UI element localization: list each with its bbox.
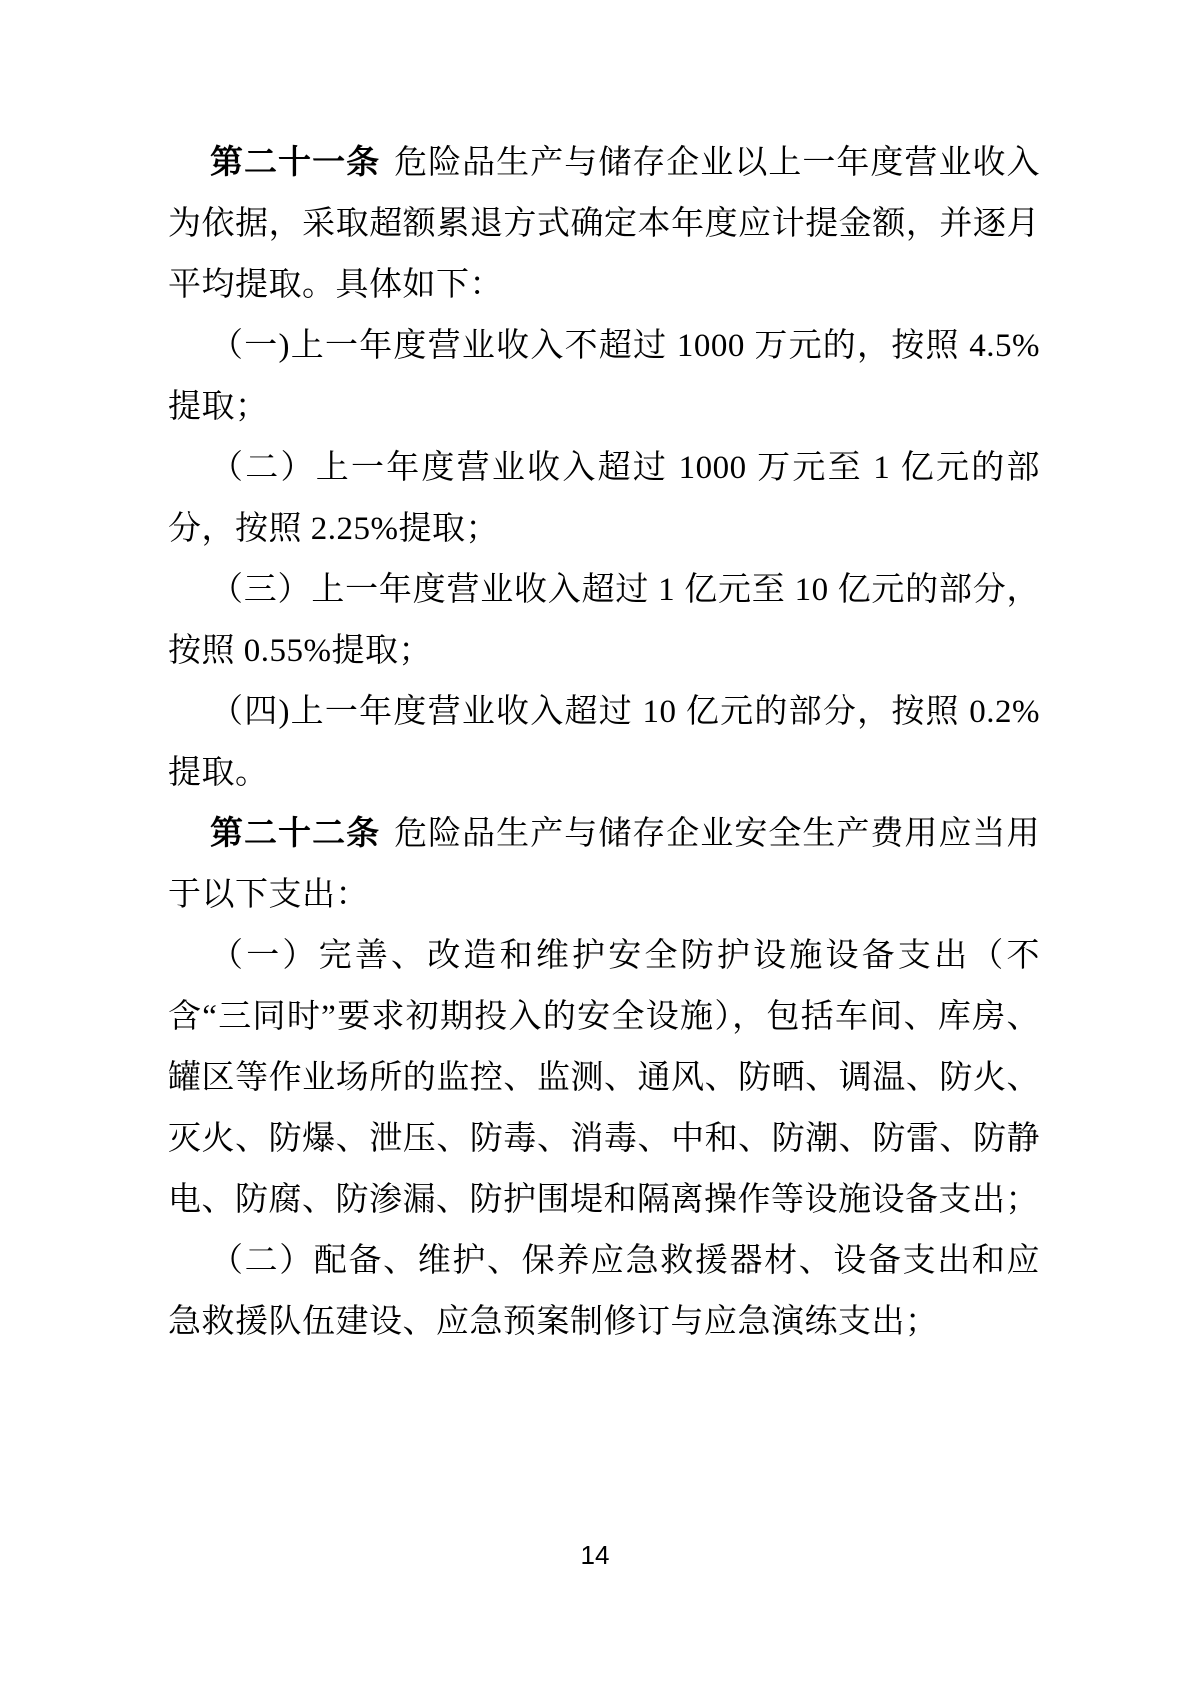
paragraph-article-21 xyxy=(168,133,1040,316)
article22-item-2-text: （二）配备、维护、保养应急救援器材、设备支出和应急救援队伍建设、应急预案制修订与应急演练支出； xyxy=(168,1243,1040,1340)
paragraph-article21-item-2 xyxy=(168,438,1040,560)
article21-item-1-text: （一)上一年度营业收入不超过 1000 万元的，按照 4.5%提取； xyxy=(168,328,1040,425)
paragraph-article21-item-4 xyxy=(168,682,1040,804)
article21-item-3-text: （三）上一年度营业收入超过 1 亿元至 10 亿元的部分，按照 0.55%提取； xyxy=(168,572,1040,669)
paragraph-article-22 xyxy=(168,804,1040,926)
paragraph-article21-item-1 xyxy=(168,316,1040,438)
paragraph-article22-item-1 xyxy=(168,926,1040,1231)
paragraph-article22-item-2 xyxy=(168,1231,1040,1353)
article-21-text: 危险品生产与储存企业以上一年度营业收入为依据，采取超额累退方式确定本年度应计提金额，并逐月平均提取。具体如下： xyxy=(168,145,1041,303)
paragraph-article21-item-3 xyxy=(168,560,1040,682)
article22-item-1-text: （一）完善、改造和维护安全防护设施设备支出（不含“三同时”要求初期投入的安全设施），包括车间、库房、罐区等作业场所的监控、监测、通风、防晒、调温、防火、灭火、防爆、泄压、防毒、消毒、中和、防潮、防雷、防静电、防腐、防渗漏、防护围堤和隔离操作等设施设备支出； xyxy=(168,938,1040,1218)
document-body xyxy=(168,133,1040,1353)
page-number: 14 xyxy=(580,1540,610,1570)
article-21-number: 第二十一条 xyxy=(210,145,381,181)
article-22-number: 第二十二条 xyxy=(210,816,381,852)
article-22-text: 危险品生产与储存企业安全生产费用应当用于以下支出： xyxy=(168,816,1041,913)
article21-item-4-text: （四)上一年度营业收入超过 10 亿元的部分，按照 0.2%提取。 xyxy=(168,694,1040,791)
article21-item-2-text: （二）上一年度营业收入超过 1000 万元至 1 亿元的部分，按照 2.25%提取； xyxy=(168,450,1040,547)
